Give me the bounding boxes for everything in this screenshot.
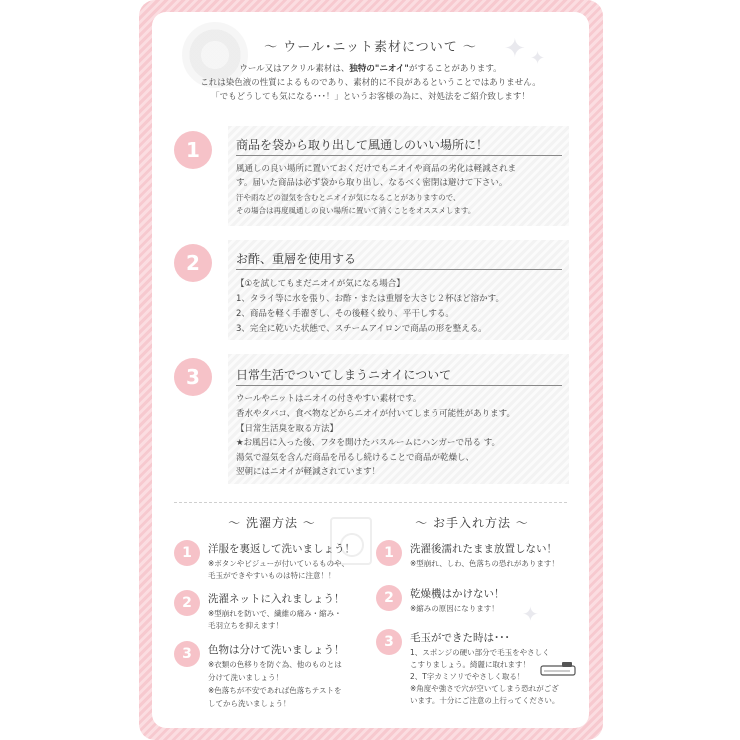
care-title: ～ お手入れ方法 ～	[415, 516, 529, 530]
page-title: ～ ウール･ニット素材について ～	[264, 40, 477, 55]
care-note: います。十分にご注意の上行ってください。	[410, 696, 560, 705]
section-title: 商品を袋から取り出して風通しのいい場所に！	[236, 138, 489, 152]
section-note: その場合は再度風通しの良い場所に置いて消くことをオススメします。	[236, 206, 476, 215]
section-text: 【日常生活臭を取る方法】	[236, 424, 339, 434]
care-note: ※縮みの原因になります！	[410, 604, 499, 613]
washing-title: ～ 洗濯方法 ～	[228, 516, 316, 530]
washing-heading: 色物は分けて洗いましょう！	[208, 644, 345, 656]
care-number-badge: 3	[376, 629, 402, 655]
washing-note: ※型崩れを防いで、繊維の痛み・縮み・	[208, 609, 342, 618]
care-heading: 毛玉ができた時は･･･	[410, 632, 510, 644]
care-heading: 洗濯後濡れたまま放置しない！	[410, 543, 557, 555]
section-title: 日常生活でついてしまうニオイについて	[236, 368, 452, 382]
care-heading: 乾燥機はかけない！	[410, 588, 505, 600]
section-divider	[236, 269, 562, 270]
section-divider	[236, 155, 562, 156]
lint-remover-icon	[540, 661, 576, 677]
section-title: お酢、重層を使用する	[236, 252, 357, 266]
section-text: 3、完全に乾いた状態で、スチームアイロンで商品の形を整える。	[236, 324, 487, 334]
washing-number-badge: 3	[174, 641, 200, 667]
care-note: こすりましょう。綺麗に取れます！	[410, 660, 530, 669]
washing-note: 毛羽立ちを抑えます！	[208, 621, 283, 630]
care-note: ※型崩れ、しわ、色落ちの恐れがあります！	[410, 559, 559, 568]
section-text: 香水やタバコ、食べ物などからニオイが付いてしまう可能性があります。	[236, 409, 515, 419]
section-text: 2、商品を軽く手濯ぎし、その後軽く絞り、平干しする。	[236, 309, 454, 319]
washing-note: ※衣類の色移りを防ぐ為、他のものとは	[208, 660, 342, 669]
intro-line-2: これは染色液の性質によるものであり、素材的に不良があるということではありません。	[200, 78, 541, 88]
washing-note: ※色落ちが不安であれば色落ちテストを	[208, 686, 342, 695]
care-number-badge: 1	[376, 540, 402, 566]
sparkle-icon: ✦	[530, 48, 546, 69]
section-number-badge: 1	[174, 131, 212, 169]
sparkle-icon: ✦	[504, 34, 526, 64]
sparkle-icon: ✦	[522, 602, 539, 626]
section-number-badge: 2	[174, 244, 212, 282]
care-number-badge: 2	[376, 585, 402, 611]
washing-note: 毛玉ができやすいものは特に注意！！	[208, 571, 336, 580]
washing-number-badge: 2	[174, 590, 200, 616]
section-text: ウールやニットはニオイの付きやすい素材です。	[236, 394, 422, 404]
section-text: 翌朝にはニオイが軽減されています！	[236, 467, 381, 477]
washing-note: 分けて洗いましょう！	[208, 673, 283, 682]
section-number-badge: 3	[174, 358, 212, 396]
section-text: す。届いた商品は必ず袋から取り出し、なるべく密閉は避けて下さい。	[236, 178, 508, 188]
section-text: 1、タライ等に水を張り、お酢・または重層を大さじ２杯ほど溶かす。	[236, 294, 504, 304]
section-text: 【①を試してもまだニオイが気になる場合】	[236, 279, 405, 289]
content-card	[152, 12, 589, 728]
intro-line-1: ウール又はアクリル素材は、独特の"ニオイ"がすることがあります。	[239, 64, 502, 74]
section-text: ★お風呂に入った後、フタを開けたバスルームにハンガーで吊る す。	[236, 438, 501, 448]
washing-heading: 洋服を裏返して洗いましょう！	[208, 543, 355, 555]
care-note: 1、スポンジの硬い部分で毛玉をやさしく	[410, 648, 550, 657]
washing-heading: 洗濯ネットに入れましょう！	[208, 593, 345, 605]
dashed-divider	[174, 502, 567, 503]
section-divider	[236, 385, 562, 386]
section-note: 汗や雨などの湿気を含むとニオイが気になることがありますので、	[236, 193, 461, 202]
section-text: 風通しの良い場所に置いておくだけでもニオイや商品の劣化は軽減されま	[236, 164, 517, 174]
intro-line-3: 「でもどうしても気になる･･･！」というお客様の為に、対処法をご紹介致します！	[211, 92, 530, 102]
washing-note: してから洗いましょう！	[208, 699, 291, 708]
care-note: ※角度や強さで穴が空いてしまう恐れがござ	[410, 684, 559, 693]
washing-number-badge: 1	[174, 540, 200, 566]
section-text: 湯気で湿気を含んだ商品を吊るし続けることで商品が乾燥し、	[236, 453, 475, 463]
care-note: 2、T字カミソリでやさしく取る！	[410, 672, 525, 681]
washing-note: ※ボタンやビジューが付いているものや、	[208, 559, 349, 568]
